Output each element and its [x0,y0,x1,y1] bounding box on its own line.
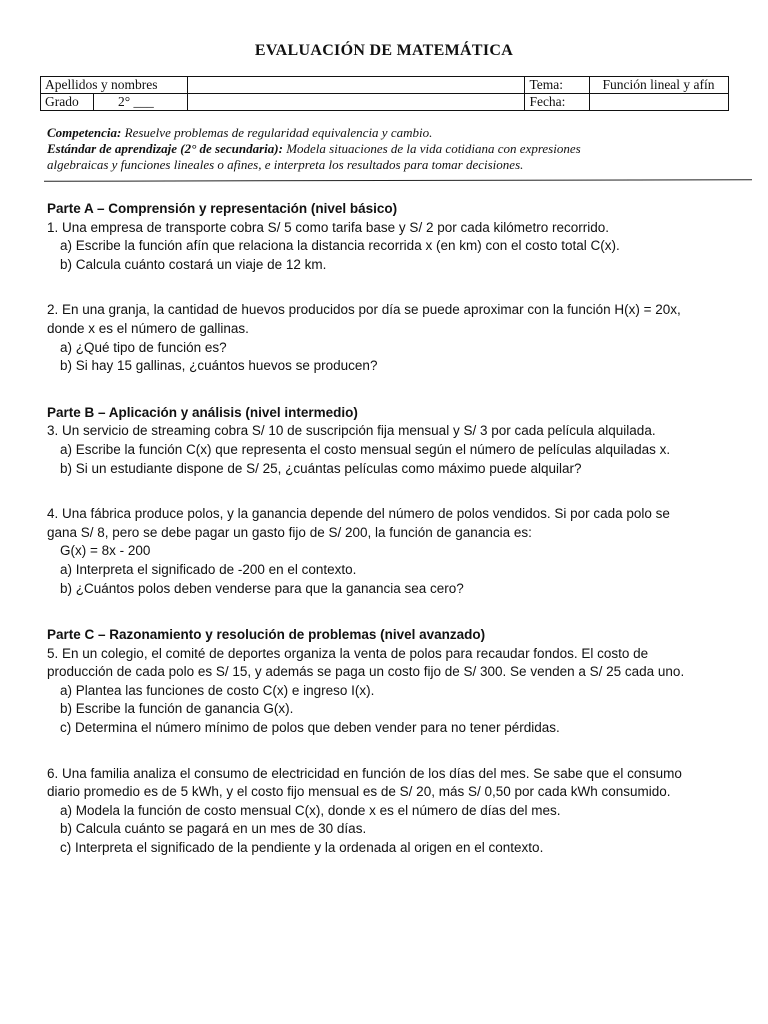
estandar-text-2: algebraicas y funciones lineales o afines, e interpreta los resultados para tomar decisiones. [47,157,524,172]
q6-b: b) Calcula cuánto se pagará en un mes de 30 días. [60,821,367,837]
q6-a: a) Modela la función de costo mensual C(x), donde x es el número de días del mes. [60,802,561,818]
q2-stem-2: donde x es el número de gallinas. [47,320,249,336]
divider [44,179,752,181]
q1-a: a) Escribe la función afín que relaciona la distancia recorrida x (en km) con el costo total C(x). [60,238,620,254]
grade-label: Grado [41,94,94,111]
date-label: Fecha: [525,94,590,111]
q5-a: a) Plantea las funciones de costo C(x) e ingreso I(x). [60,682,375,698]
estandar-label: Estándar de aprendizaje (2° de secundaria): [47,141,283,156]
section-a-title: Parte A – Comprensión y representación (nivel básico) [47,201,398,216]
q4-stem-1: 4. Una fábrica produce polos, y la ganancia depende del número de polos vendidos. Si por cada polo se [47,506,670,522]
topic-value: Función lineal y afín [590,77,729,94]
q3-a: a) Escribe la función C(x) que representa el costo mensual según el número de películas alquiladas x. [60,441,671,457]
student-info-table [40,76,729,111]
q6-stem-1: 6. Una familia analiza el consumo de electricidad en función de los días del mes. Se sabe que el consumo [47,765,682,781]
questions [47,200,737,858]
q3-b: b) Si un estudiante dispone de S/ 25, ¿cuántas películas como máximo puede alquilar? [60,460,582,476]
q5-b: b) Escribe la función de ganancia G(x). [60,701,294,717]
section-c-title: Parte C – Razonamiento y resolución de problemas (nivel avanzado) [47,627,486,643]
q5-c: c) Determina el número mínimo de polos que deben vender para no tener pérdidas. [60,720,560,736]
estandar-text-1: Modela situaciones de la vida cotidiana con expresiones [282,141,581,156]
q2-stem-1: 2. En una granja, la cantidad de huevos producidos por día se puede aproximar con la función H(x) = 20x, [47,302,681,318]
competency-block [47,125,737,173]
names-label: Apellidos y nombres [41,77,188,94]
q6-stem-2: diario promedio es de 5 kWh, y el costo fijo mensual es de S/ 20, más S/ 0,50 por cada kWh consumido. [47,784,671,800]
section-b-title: Parte B – Aplicación y análisis (nivel intermedio) [47,404,358,420]
q4-stem-2: gana S/ 8, pero se debe pagar un gasto fijo de S/ 200, la función de ganancia es: [47,524,532,540]
q5-stem-2: producción de cada polo es S/ 15, y además se paga un costo fijo de S/ 300. Se venden a S/ 25 cada uno. [47,664,685,680]
q4-formula: G(x) = 8x - 200 [60,543,151,559]
q2-b: b) Si hay 15 gallinas, ¿cuántos huevos se producen? [60,358,378,374]
q5-stem-1: 5. En un colegio, el comité de deportes organiza la venta de polos para recaudar fondos. El costo de [47,645,649,661]
grade-extra-field[interactable] [188,94,525,111]
q1-stem: 1. Una empresa de transporte cobra S/ 5 como tarifa base y S/ 2 por cada kilómetro recorrido. [47,219,610,235]
grade-value[interactable]: 2° ___ [94,94,188,111]
q3-stem: 3. Un servicio de streaming cobra S/ 10 de suscripción fija mensual y S/ 3 por cada película alquilada. [47,423,656,439]
date-field[interactable] [590,94,729,111]
topic-label: Tema: [525,77,590,94]
q4-a: a) Interpreta el significado de -200 en el contexto. [60,561,357,577]
q4-b: b) ¿Cuántos polos deben venderse para que la ganancia sea cero? [60,580,464,596]
q2-a: a) ¿Qué tipo de función es? [60,339,227,355]
q6-c: c) Interpreta el significado de la pendiente y la ordenada al origen en el contexto. [60,840,544,856]
page-title: EVALUACIÓN DE MATEMÁTICA [254,42,514,59]
names-field[interactable] [188,77,525,94]
competencia-text: Resuelve problemas de regularidad equivalencia y cambio. [121,125,433,140]
q1-b: b) Calcula cuánto costará un viaje de 12 km. [60,256,327,272]
competencia-label: Competencia: [47,125,122,140]
